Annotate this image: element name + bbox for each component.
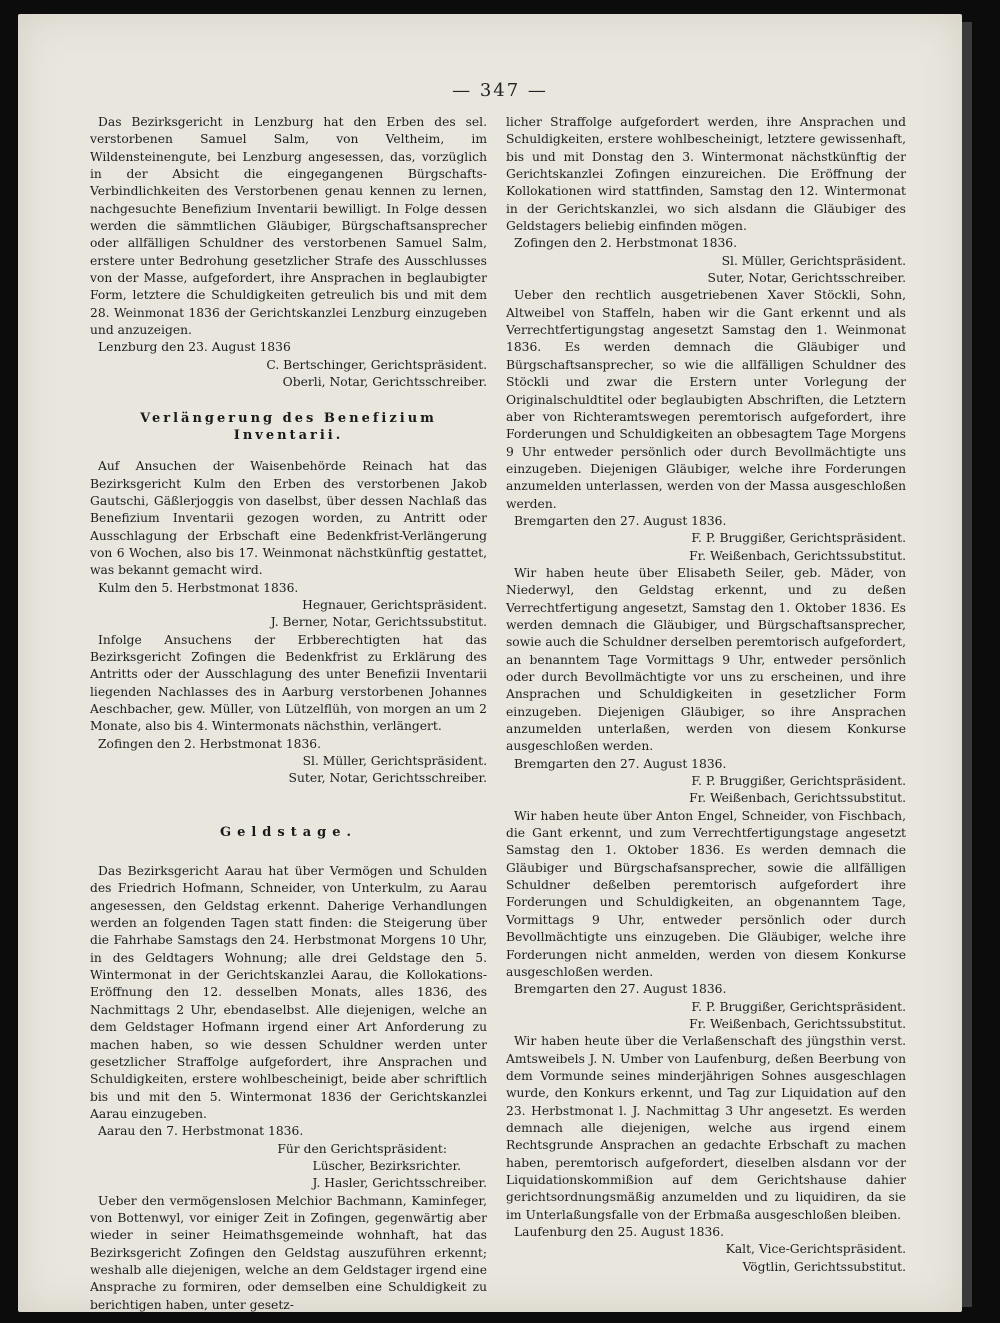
notice-stoeckli-date: Bremgarten den 27. August 1836. [514,513,727,528]
notice-stoeckli-signature-substitute: Fr. Weißenbach, Gerichtssubstitut. [689,548,906,563]
section-heading-verlaengerung: Verlängerung des Benefizium Inventarii. [140,410,437,443]
notice-umber-signature-substitute: Vögtlin, Gerichtssubstitut. [742,1259,906,1274]
section-heading-geldstage: Geldstage. [219,824,358,840]
notice-aarau-signature-clerk: J. Hasler, Gerichtsschreiber. [312,1176,487,1191]
notice-kulm-signature-president: Hegnauer, Gerichtspräsident. [302,597,487,612]
notice-aarau-date: Aarau den 7. Herbstmonat 1836. [98,1124,304,1139]
notice-zofingen-aeschbacher-text: Infolge Ansuchens der Erbberechtigten hat das Bezirksgericht Zofingen die Bedenkfrist zu Erklärung des Antritts oder der Ausschlagung des unter Benefizii Inventarii liegenden Nachlasses des in Aarburg verstorbenen Johannes Aeschbacher, gew. Müller, von Lützelflüh, von morgen an um 2 Monate, also bis 4. Wintermonats nächsthin, verlängert. [90,632,487,734]
notice-zofingen-aeschbacher-signature-president: Sl. Müller, Gerichtspräsident. [302,754,487,769]
notice-lenzburg-signature-president: C. Bertschinger, Gerichtspräsident. [266,357,487,372]
notice-seiler-signature-substitute: Fr. Weißenbach, Gerichtssubstitut. [689,791,906,806]
notice-zofingen-aeschbacher-date: Zofingen den 2. Herbstmonat 1836. [98,736,322,751]
notice-umber-signature-vice-president: Kalt, Vice-Gerichtspräsident. [725,1242,906,1257]
notice-engel-text: Wir haben heute über Anton Engel, Schneider, von Fischbach, die Gant erkennt, und zum Verrechtfertigungstage angesetzt Samstag den 1. Oktober 1836. Es werden demnach die Gläubiger und Bürgschafsansprecher, sowie die allfälligen Schuldner deßelben peremtorisch aufgefordert ihre Forderungen und Schuldigkeiten, an obgenanntem Tage, Vormittags 9 Uhr, entweder persönlich oder durch Bevollmächtigte uns einzugeben. Die Gläubiger, welche ihre Forderungen nicht anmelden, werden von diesem Konkurse ausgeschloßen werden. [506,808,906,979]
notice-stoeckli-text: Ueber den rechtlich ausgetriebenen Xaver Stöckli, Sohn, Altweibel von Staffeln, haben wir die Gant erkennt und als Verrechtfertigungstag angesetzt Samstag den 1. Weinmonat 1836. Es werden demnach die Gläubiger und Bürgschaftsansprecher, so wie die allfälligen Schuldner des Stöckli und zwar die Erstern unter Vorlegung der Originalschuldtitel oder beglaubigten Abschriften, die Letztern aber von Richteramtswegen peremtorisch aufgefordert, ihre Forderungen und Schuldigkeiten an obbesagtem Tage Morgens 9 Uhr entweder persönlich oder durch Bevollmächtigte uns einzugeben. Diejenigen Gläubiger, welche ihre Forderungen anzumelden unterlassen, werden von der Massa ausgeschloßen werden. [506,288,906,511]
page-number: — 347 — [452,80,548,101]
notice-aarau-signature-for: Für den Gerichtspräsident: [277,1141,447,1156]
notice-seiler-signature-president: F. P. Bruggißer, Gerichtspräsident. [691,774,906,789]
notice-bachmann-signature-president: Sl. Müller, Gerichtspräsident. [721,253,906,268]
notice-engel-signature-president: F. P. Bruggißer, Gerichtspräsident. [691,999,906,1014]
notice-engel-signature-substitute: Fr. Weißenbach, Gerichtssubstitut. [689,1016,906,1031]
page-edge [962,22,972,1307]
notice-bachmann-continued-text: licher Straffolge aufgefordert werden, ihre Ansprachen und Schuldigkeiten, erstere wohlbescheinigt, letztere gewissenhaft, bis und mit Donstag den 3. Wintermonat nächstkünftig der Gerichtskanzlei Zofingen einzureichen. Die Eröffnung der Kollokationen wird stattfinden, Samstag den 12. Wintermonat in der Gerichtskanzlei, wo sich alsdann die Gläubiger des Geldstagers beliebig einfinden mögen. [506,115,906,234]
notice-kulm-signature-substitute: J. Berner, Notar, Gerichtssubstitut. [270,615,487,630]
notice-kulm-text: Auf Ansuchen der Waisenbehörde Reinach hat das Bezirksgericht Kulm den Erben des verstorbenen Jakob Gautschi, Gäßlerjoggis von daselbst, über dessen Nachlaß das Benefizium Inventarii gezogen worden, zu Antritt oder Ausschlagung der Erbschaft eine Bedenkfrist-Verlängerung von 6 Wochen, also bis 17. Weinmonat nächstkünftig gestattet, was bekannt gemacht wird. [90,459,487,578]
notice-aarau-signature-judge: Lüscher, Bezirksrichter. [312,1158,461,1173]
notice-bachmann-date: Zofingen den 2. Herbstmonat 1836. [514,236,738,251]
notice-seiler-text: Wir haben heute über Elisabeth Seiler, geb. Mäder, von Niederwyl, den Geldstag erkennt, und zu deßen Verrechtfertigung angesetzt, Samstag den 1. Oktober 1836. Es werden demnach die Gläubiger, und Bürgschaftsansprecher, sowie auch die Schuldner derselben peremtorisch aufgefordert, an benanntem Tage Vormittags 9 Uhr, entweder persönlich oder durch Bevollmächtigte vor uns zu erscheinen, und ihre Ansprachen und Schuldigkeiten in gesetzlicher Form einzugeben. Diejenigen Gläubiger, so ihre Ansprachen anzumelden unterlaßen, werden von diesem Konkurse ausgeschloßen werden. [506,565,906,754]
notice-engel-date: Bremgarten den 27. August 1836. [514,982,727,997]
notice-kulm-date: Kulm den 5. Herbstmonat 1836. [98,580,299,595]
notice-stoeckli-signature-president: F. P. Bruggißer, Gerichtspräsident. [691,531,906,546]
right-column [506,114,906,1276]
notice-seiler-date: Bremgarten den 27. August 1836. [514,756,727,771]
notice-lenzburg-signature-clerk: Oberli, Notar, Gerichtsschreiber. [282,375,487,390]
notice-bachmann-signature-clerk: Suter, Notar, Gerichtsschreiber. [707,271,906,286]
notice-umber-text: Wir haben heute über die Verlaßenschaft des jüngsthin verst. Amtsweibels J. N. Umber von Laufenburg, deßen Beerbung von dem Vormunde seines minderjährigen Sohnes ausgeschlagen wurde, den Konkurs erkennt, und Tag zur Liquidation auf den 23. Herbstmonat l. J. Nachmittag 3 Uhr angesetzt. Es werden demnach alle diejenigen, welche aus irgend einem Rechtsgrunde Ansprachen an gedachte Erbschaft zu machen haben, peremtorisch aufgefordert, dieselben alsdann vor der Liquidationskommißion auf dem Gerichtshause dahier gerichtsordnungsmäßig anzumelden und zu liquidiren, da sie im Unterlaßungsfalle von der Erbmaßa ausgeschloßen bleiben. [506,1034,906,1222]
notice-lenzburg-date: Lenzburg den 23. August 1836 [98,340,291,355]
notice-lenzburg-text: Das Bezirksgericht in Lenzburg hat den Erben des sel. verstorbenen Samuel Salm, von Veltheim, im Wildensteinengute, bei Lenzburg angesessen, das, vorzüglich in der Absicht die eingegangenen Bürgschafts-Verbindlichkeiten des Verstorbenen genau kennen zu lernen, nachgesuchte Benefizium Inventarii bewilligt. In Folge dessen werden die sämmtlichen Gläubiger, Bürgschaftsansprecher oder allfälligen Schuldner des verstorbenen Samuel Salm, erstere unter Bedrohung gesetzlicher Strafe des Ausschlusses von der Masse, aufgefordert, ihre Ansprachen in beglaubigter Form, letztere die Schuldigkeiten getreulich bis und mit dem 28. Weinmonat 1836 der Gerichtskanzlei Lenzburg einzugeben und anzuzeigen. [90,115,487,338]
notice-umber-date: Laufenburg den 25. August 1836. [514,1225,725,1239]
left-column [90,114,487,1314]
notice-aarau-text: Das Bezirksgericht Aarau hat über Vermögen und Schulden des Friedrich Hofmann, Schneider, von Unterkulm, zu Aarau angesessen, den Geldstag erkennt. Daherige Verhandlungen werden an folgenden Tagen statt finden: die Steigerung über die Fahrhabe Samstags den 24. Herbstmonat Morgens 10 Uhr, in des Geldtagers Wohnung; alle drei Geldstage den 5. Wintermonat in der Gerichtskanzlei Aarau, die Kollokations-Eröffnung den 12. desselben Monats, alles 1836, des Nachmittags 2 Uhr, ebendaselbst. Alle diejenigen, welche an dem Geldstager Hofmann irgend einer Art Anforderung zu machen haben, so wie dessen Schuldner werden unter gesetzlicher Straffolge aufgefordert, ihre Ansprachen und Schuldigkeiten, erstere wohlbescheinigt, beide aber schriftlich bis und mit den 5. Wintermonat 1836 der Gerichtskanzlei Aarau einzugeben. [90,864,487,1121]
notice-zofingen-aeschbacher-signature-clerk: Suter, Notar, Gerichtsschreiber. [288,771,487,786]
notice-bachmann-text: Ueber den vermögenslosen Melchior Bachmann, Kaminfeger, von Bottenwyl, vor einiger Zeit in Zofingen, gegenwärtig aber wieder in seiner Heimathsgemeinde wohnhaft, hat das Bezirksgericht Zofingen den Geldstag auszuführen erkennt; weshalb alle diejenigen, welche an dem Geldstager irgend eine Ansprache zu formiren, oder demselben eine Schuldigkeit zu berichtigen haben, unter gesetz- [90,1193,487,1312]
